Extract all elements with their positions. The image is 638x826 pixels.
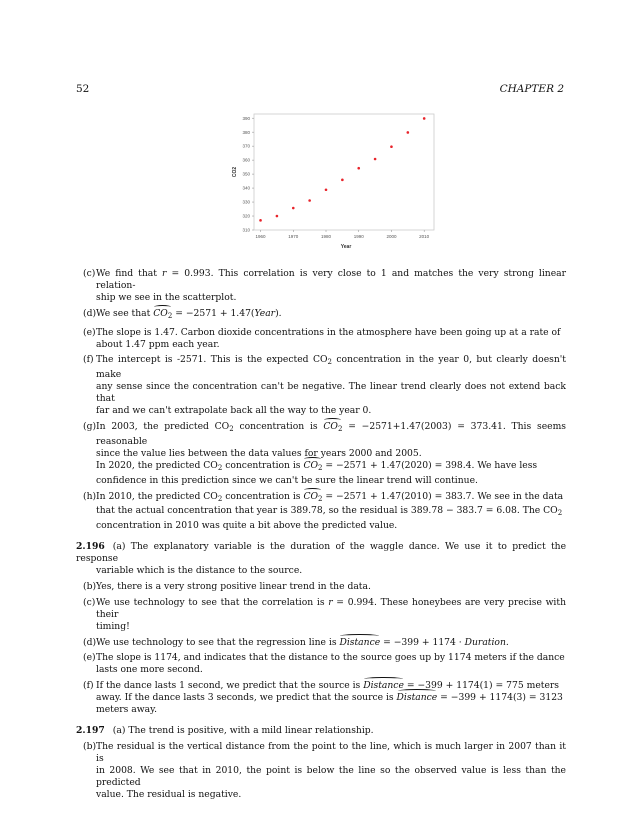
y-tick-label: 380 — [242, 129, 250, 135]
x-axis-label: Year — [340, 244, 352, 250]
text: The slope is 1.47. Carbon dioxide concentrations in the atmosphere have been going up at a rate of — [96, 326, 561, 338]
text: = −2571 + 1.47( — [172, 307, 255, 319]
text: In 2003, the predicted CO — [96, 420, 230, 432]
y-tick-label: 310 — [242, 227, 250, 233]
text: confidence in this prediction since we can't be sure the linear trend will continue. — [96, 474, 478, 486]
co2-hat: $CO_2$ — [303, 491, 322, 506]
item-label: (d) — [83, 636, 97, 648]
text: = −2571 + 1.47(2020) = 398.4. We have less — [322, 459, 538, 471]
text: If the dance lasts 1 second, we predict that the source is — [96, 680, 364, 692]
chapter-heading: CHAPTER 2 — [499, 83, 564, 95]
y-axis-label: CO2 — [232, 166, 238, 178]
text: in 2008. We see that in 2010, the point is below the line so the observed value is less than the predicted — [96, 764, 566, 788]
text: concentration in the year 0, but clearly doesn't make — [96, 354, 566, 381]
data-point — [259, 219, 262, 222]
data-point — [407, 131, 410, 134]
y-axis-ticks — [242, 116, 254, 233]
math-duration: Duration — [464, 636, 506, 648]
item-label: (b) — [83, 580, 97, 592]
item-label: (c) — [83, 268, 96, 279]
solutions-text — [76, 268, 566, 804]
text: The slope is 1174, and indicates that the distance to the source goes up by 1174 meters if the dance — [96, 652, 565, 664]
text: We find that — [96, 268, 163, 279]
data-point — [341, 179, 344, 182]
x-axis-ticks — [256, 230, 430, 239]
data-point — [325, 188, 328, 191]
x-tick-label: 2000 — [386, 234, 397, 239]
math-year: Year — [254, 307, 276, 319]
item-label: (h) — [83, 490, 97, 502]
text: away. If the dance lasts 3 seconds, we predict that the source is — [96, 692, 397, 704]
subscript: 2 — [229, 424, 234, 433]
text: lasts one more second. — [96, 664, 203, 676]
x-tick-label: 1960 — [255, 234, 266, 239]
item-label: (d) — [83, 307, 97, 319]
y-tick-label: 360 — [242, 157, 250, 163]
co2-hat: $CO_2$ — [323, 421, 342, 436]
text: We use technology to see that the correlation is — [96, 596, 329, 608]
text: that the actual concentration that year is 389.78, so the residual is 389.78 − 383.7 = 6.08. The CO — [96, 505, 558, 517]
exercise-2-196 — [76, 541, 566, 577]
text: The explanatory variable is the duration of the waggle dance. We use it to predict the response — [76, 541, 567, 565]
text: In 2010, the predicted CO — [96, 490, 218, 502]
text: = 0.993. This correlation is very close to 1 and matches the very strong linear relation- — [96, 268, 567, 291]
y-tick-label: 330 — [242, 199, 250, 205]
item-label: (e) — [83, 326, 96, 338]
subscript: 2 — [327, 358, 332, 367]
x-tick-label: 2010 — [419, 234, 430, 239]
subscript: 2 — [217, 494, 223, 503]
x-tick-label: 1980 — [320, 234, 332, 239]
item-label: (b) — [83, 740, 97, 752]
text: Yes, there is a very strong positive linear trend in the data. — [96, 580, 371, 592]
item-label: (f) — [83, 680, 94, 692]
y-tick-label: 370 — [242, 143, 250, 149]
text: = −2571+1.47(2003) = 373.41. This seems reasonable — [96, 420, 566, 447]
answer-e — [76, 327, 566, 351]
text: concentration is — [222, 459, 304, 471]
text: any sense since the concentration can't be negative. The linear trend clearly does not extend back that — [96, 381, 566, 405]
data-point — [423, 117, 426, 120]
text: . — [505, 636, 509, 648]
plot-area — [254, 114, 434, 230]
answer-196-c — [76, 597, 566, 633]
answer-h — [76, 491, 566, 533]
text: In 2020, the predicted CO — [96, 459, 218, 471]
text: concentration is — [222, 490, 304, 502]
data-point — [308, 199, 311, 202]
text: timing! — [96, 620, 130, 632]
text: concentration is — [233, 420, 324, 432]
text: = −399 + 1174(3) = 3123 — [437, 692, 563, 704]
subscript: 2 — [217, 463, 223, 472]
y-tick-label: 320 — [242, 213, 250, 219]
data-point — [357, 167, 360, 170]
data-point — [390, 145, 393, 148]
text: = −399 + 1174 · — [380, 636, 465, 648]
y-tick-label: 350 — [242, 171, 250, 177]
page-number: 52 — [76, 83, 90, 95]
answer-f — [76, 354, 566, 417]
item-label: (a) — [112, 725, 126, 736]
math-r: r — [162, 268, 167, 279]
text: about 1.47 ppm each year. — [96, 338, 220, 350]
answer-c — [76, 268, 566, 304]
answer-196-e — [76, 652, 566, 676]
text: = −399 + 1174(1) = 775 meters — [403, 680, 559, 692]
data-point — [276, 215, 279, 218]
x-tick-label: 1990 — [353, 234, 364, 239]
text: = 0.994. These honeybees are very precise with their — [96, 596, 566, 620]
item-label: (e) — [83, 652, 96, 664]
text: We use technology to see that the regression line is — [96, 636, 340, 648]
answer-g — [76, 421, 566, 487]
text: = −2571 + 1.47(2010) = 383.7. We see in the data — [322, 490, 564, 502]
text: ). — [275, 307, 282, 319]
exercise-number: 2.196 — [76, 541, 105, 553]
item-label: (f) — [83, 354, 94, 366]
co2-hat: $CO_2$ — [153, 308, 172, 323]
text: since the value lies between the data values for years 2000 and 2005. — [96, 447, 422, 459]
item-label: (a) — [112, 541, 126, 553]
answer-196-d — [76, 637, 566, 649]
text: The trend is positive, with a mild linear relationship. — [128, 725, 374, 736]
text: variable which is the distance to the source. — [96, 565, 303, 577]
distance-hat: Distance — [363, 680, 404, 692]
text: meters away. — [96, 704, 158, 716]
answer-197-b — [76, 741, 566, 801]
math-r: r — [328, 596, 333, 608]
distance-hat: Distance — [396, 692, 438, 704]
data-point — [292, 207, 295, 210]
item-label: (g) — [83, 420, 97, 432]
co2-scatterplot — [230, 110, 438, 250]
text: We see that — [96, 307, 154, 319]
x-tick-label: 1970 — [288, 234, 299, 239]
answer-196-f — [76, 680, 566, 716]
answer-d — [76, 308, 566, 323]
exercise-2-197 — [76, 725, 566, 737]
distance-hat: Distance — [339, 636, 381, 648]
item-label: (c) — [83, 596, 96, 608]
answer-196-b — [76, 581, 566, 593]
text: value. The residual is negative. — [96, 788, 242, 800]
exercise-number: 2.197 — [76, 725, 105, 736]
y-tick-label: 390 — [242, 115, 250, 121]
text: The intercept is -2571. This is the expected CO — [96, 354, 328, 366]
subscript: 2 — [557, 509, 563, 518]
text: ship we see in the scatterplot. — [96, 291, 237, 303]
text: The residual is the vertical distance from the point to the line, which is much larger in 2007 than it is — [96, 740, 566, 764]
y-tick-label: 340 — [242, 185, 250, 191]
data-point — [374, 158, 377, 161]
text: far and we can't extrapolate back all the way to the year 0. — [96, 405, 372, 417]
co2-hat: $CO_2$ — [303, 460, 322, 475]
text: concentration in 2010 was quite a bit above the predicted value. — [96, 520, 398, 532]
